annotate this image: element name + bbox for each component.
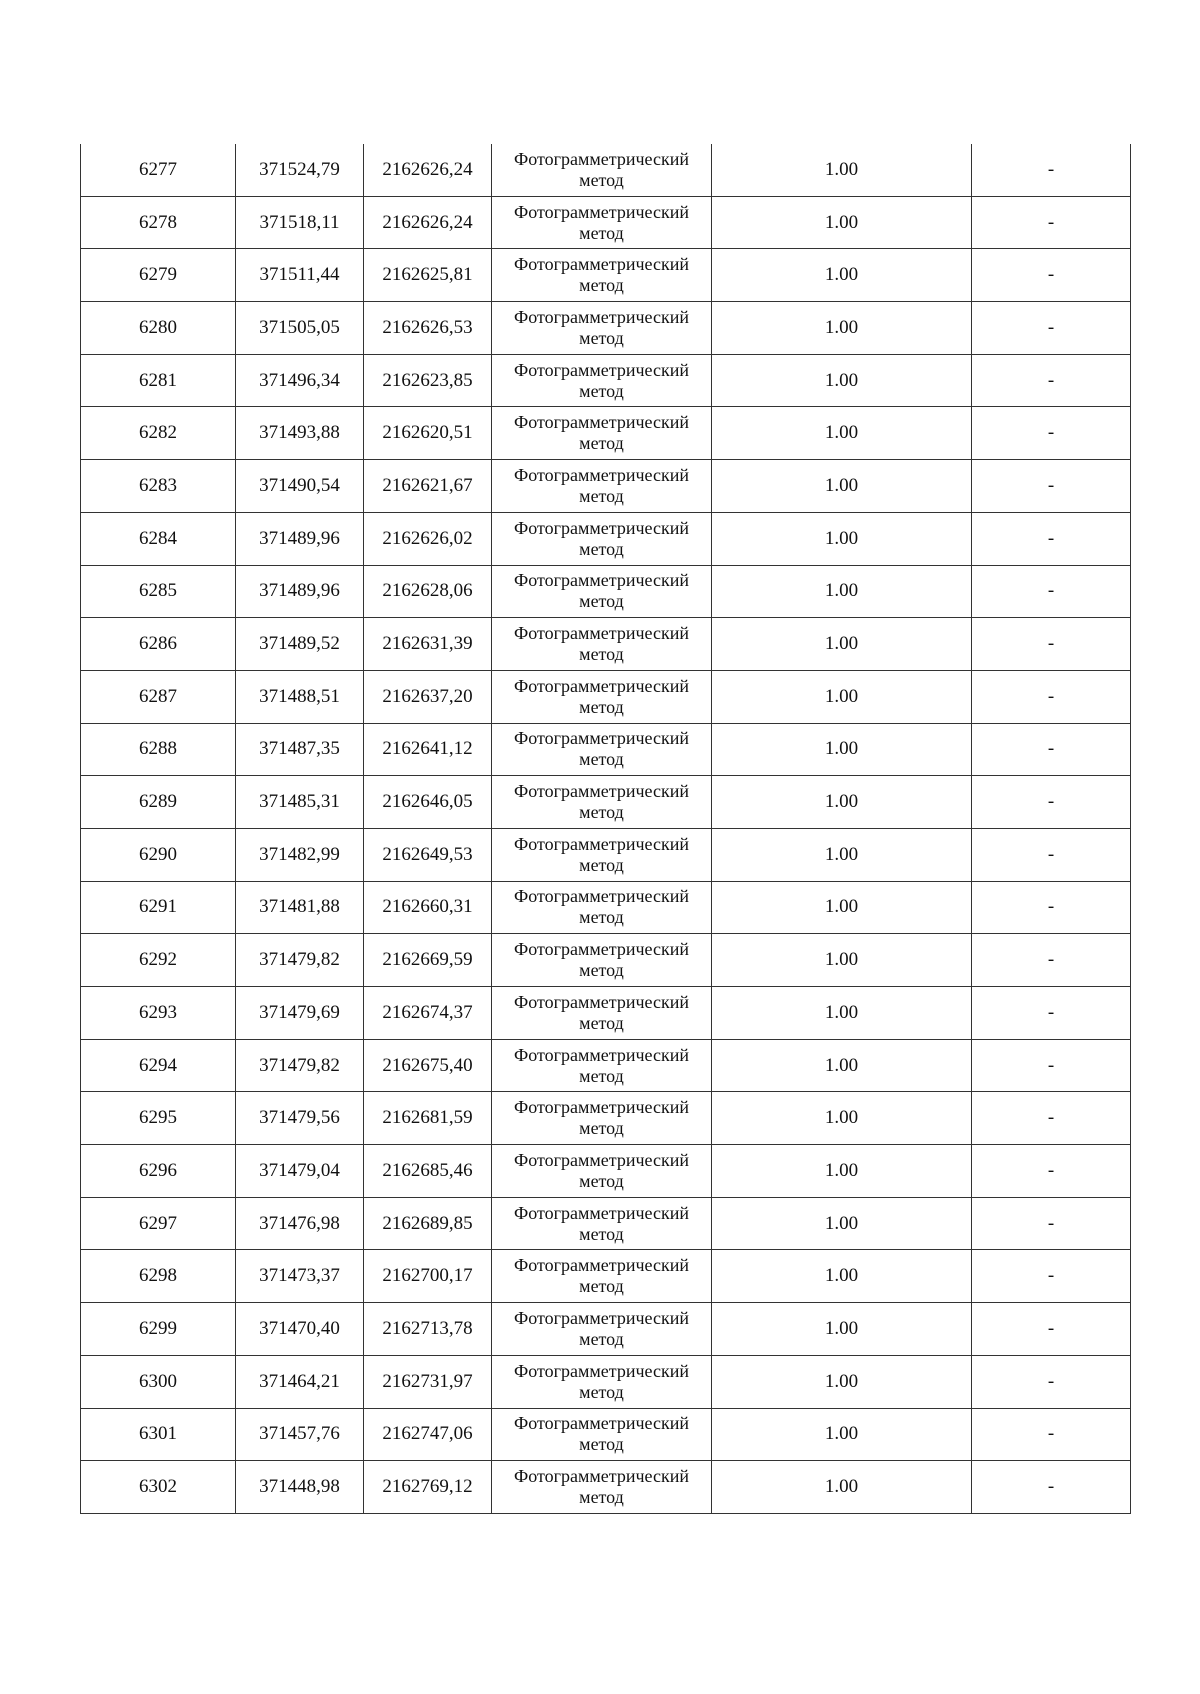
y-coordinate-cell: 2162646,05	[364, 776, 492, 829]
table-row	[81, 670, 1131, 723]
accuracy-cell: 1.00	[712, 776, 972, 829]
x-coordinate-cell: 371518,11	[236, 196, 364, 249]
table-row	[81, 407, 1131, 460]
table-row	[81, 723, 1131, 776]
y-coordinate-cell: 2162620,51	[364, 407, 492, 460]
method-cell	[492, 249, 712, 302]
note-cell: -	[972, 618, 1131, 671]
accuracy-cell: 1.00	[712, 934, 972, 987]
note-cell: -	[972, 723, 1131, 776]
method-line-1: Фотограмметрический	[514, 201, 689, 222]
method-line-1: Фотограмметрический	[514, 1360, 689, 1381]
x-coordinate-cell: 371479,82	[236, 1039, 364, 1092]
x-coordinate-cell: 371505,05	[236, 302, 364, 355]
table-row	[81, 144, 1131, 196]
point-number-cell: 6278	[81, 196, 236, 249]
note-cell: -	[972, 1303, 1131, 1356]
method-cell	[492, 144, 712, 196]
point-number-cell: 6286	[81, 618, 236, 671]
method-cell	[492, 934, 712, 987]
method-line-2: метод	[579, 749, 624, 770]
method-line-2: метод	[579, 222, 624, 243]
point-number-cell: 6279	[81, 249, 236, 302]
x-coordinate-cell: 371457,76	[236, 1408, 364, 1461]
note-cell: -	[972, 460, 1131, 513]
accuracy-cell: 1.00	[712, 512, 972, 565]
method-line-1: Фотограмметрический	[514, 1097, 689, 1118]
note-cell: -	[972, 354, 1131, 407]
method-line-2: метод	[579, 1276, 624, 1297]
accuracy-cell: 1.00	[712, 144, 972, 196]
note-cell: -	[972, 828, 1131, 881]
note-cell: -	[972, 144, 1131, 196]
method-line-1: Фотограмметрический	[514, 886, 689, 907]
note-cell: -	[972, 670, 1131, 723]
method-line-2: метод	[579, 169, 624, 190]
table-row	[81, 196, 1131, 249]
note-cell: -	[972, 881, 1131, 934]
method-line-2: метод	[579, 907, 624, 928]
accuracy-cell: 1.00	[712, 1145, 972, 1198]
note-cell: -	[972, 1250, 1131, 1303]
table-row	[81, 1408, 1131, 1461]
x-coordinate-cell: 371481,88	[236, 881, 364, 934]
method-line-1: Фотограмметрический	[514, 359, 689, 380]
method-line-1: Фотограмметрический	[514, 464, 689, 485]
note-cell: -	[972, 1197, 1131, 1250]
accuracy-cell: 1.00	[712, 1303, 972, 1356]
method-cell	[492, 1250, 712, 1303]
point-number-cell: 6283	[81, 460, 236, 513]
x-coordinate-cell: 371490,54	[236, 460, 364, 513]
table-row	[81, 987, 1131, 1040]
note-cell: -	[972, 565, 1131, 618]
y-coordinate-cell: 2162649,53	[364, 828, 492, 881]
method-cell	[492, 987, 712, 1040]
x-coordinate-cell: 371473,37	[236, 1250, 364, 1303]
table-row	[81, 1145, 1131, 1198]
point-number-cell: 6293	[81, 987, 236, 1040]
point-number-cell: 6301	[81, 1408, 236, 1461]
method-cell	[492, 1039, 712, 1092]
x-coordinate-cell: 371476,98	[236, 1197, 364, 1250]
point-number-cell: 6284	[81, 512, 236, 565]
method-line-2: метод	[579, 1381, 624, 1402]
method-line-1: Фотограмметрический	[514, 833, 689, 854]
y-coordinate-cell: 2162731,97	[364, 1355, 492, 1408]
table-body	[81, 144, 1131, 1513]
y-coordinate-cell: 2162641,12	[364, 723, 492, 776]
point-number-cell: 6298	[81, 1250, 236, 1303]
y-coordinate-cell: 2162628,06	[364, 565, 492, 618]
accuracy-cell: 1.00	[712, 1197, 972, 1250]
table-row	[81, 618, 1131, 671]
point-number-cell: 6296	[81, 1145, 236, 1198]
method-line-2: метод	[579, 591, 624, 612]
y-coordinate-cell: 2162685,46	[364, 1145, 492, 1198]
accuracy-cell: 1.00	[712, 1461, 972, 1514]
x-coordinate-cell: 371493,88	[236, 407, 364, 460]
point-number-cell: 6294	[81, 1039, 236, 1092]
method-line-1: Фотограмметрический	[514, 1149, 689, 1170]
y-coordinate-cell: 2162681,59	[364, 1092, 492, 1145]
y-coordinate-cell: 2162637,20	[364, 670, 492, 723]
note-cell: -	[972, 407, 1131, 460]
table-row	[81, 776, 1131, 829]
method-line-2: метод	[579, 275, 624, 296]
y-coordinate-cell: 2162631,39	[364, 618, 492, 671]
x-coordinate-cell: 371496,34	[236, 354, 364, 407]
coordinates-table	[80, 144, 1131, 1514]
method-line-2: метод	[579, 854, 624, 875]
accuracy-cell: 1.00	[712, 407, 972, 460]
y-coordinate-cell: 2162675,40	[364, 1039, 492, 1092]
y-coordinate-cell: 2162623,85	[364, 354, 492, 407]
method-line-1: Фотограмметрический	[514, 728, 689, 749]
x-coordinate-cell: 371470,40	[236, 1303, 364, 1356]
table-row	[81, 1461, 1131, 1514]
method-line-2: метод	[579, 1487, 624, 1508]
accuracy-cell: 1.00	[712, 1250, 972, 1303]
table-row	[81, 249, 1131, 302]
note-cell: -	[972, 196, 1131, 249]
method-line-1: Фотограмметрический	[514, 991, 689, 1012]
note-cell: -	[972, 1039, 1131, 1092]
note-cell: -	[972, 1408, 1131, 1461]
method-line-1: Фотограмметрический	[514, 1413, 689, 1434]
method-line-2: метод	[579, 1170, 624, 1191]
note-cell: -	[972, 934, 1131, 987]
method-cell	[492, 618, 712, 671]
note-cell: -	[972, 776, 1131, 829]
point-number-cell: 6281	[81, 354, 236, 407]
note-cell: -	[972, 1145, 1131, 1198]
y-coordinate-cell: 2162625,81	[364, 249, 492, 302]
method-cell	[492, 1408, 712, 1461]
method-line-2: метод	[579, 380, 624, 401]
method-cell	[492, 460, 712, 513]
method-cell	[492, 881, 712, 934]
table-row	[81, 828, 1131, 881]
method-line-1: Фотограмметрический	[514, 1255, 689, 1276]
method-line-2: метод	[579, 1118, 624, 1139]
point-number-cell: 6282	[81, 407, 236, 460]
method-line-1: Фотограмметрический	[514, 570, 689, 591]
accuracy-cell: 1.00	[712, 618, 972, 671]
x-coordinate-cell: 371479,69	[236, 987, 364, 1040]
x-coordinate-cell: 371511,44	[236, 249, 364, 302]
method-line-1: Фотограмметрический	[514, 675, 689, 696]
point-number-cell: 6280	[81, 302, 236, 355]
y-coordinate-cell: 2162621,67	[364, 460, 492, 513]
method-line-2: метод	[579, 1328, 624, 1349]
point-number-cell: 6277	[81, 144, 236, 196]
x-coordinate-cell: 371524,79	[236, 144, 364, 196]
method-cell	[492, 512, 712, 565]
table-row	[81, 1250, 1131, 1303]
table-row	[81, 881, 1131, 934]
y-coordinate-cell: 2162626,24	[364, 144, 492, 196]
x-coordinate-cell: 371487,35	[236, 723, 364, 776]
table-row	[81, 1039, 1131, 1092]
table-row	[81, 354, 1131, 407]
y-coordinate-cell: 2162626,53	[364, 302, 492, 355]
point-number-cell: 6289	[81, 776, 236, 829]
accuracy-cell: 1.00	[712, 460, 972, 513]
point-number-cell: 6291	[81, 881, 236, 934]
method-line-1: Фотограмметрический	[514, 254, 689, 275]
method-cell	[492, 1092, 712, 1145]
method-cell	[492, 828, 712, 881]
table-row	[81, 302, 1131, 355]
method-line-1: Фотограмметрический	[514, 1307, 689, 1328]
table-row	[81, 512, 1131, 565]
table-row	[81, 934, 1131, 987]
x-coordinate-cell: 371489,96	[236, 512, 364, 565]
method-line-2: метод	[579, 644, 624, 665]
method-cell	[492, 1461, 712, 1514]
method-line-2: метод	[579, 1012, 624, 1033]
method-cell	[492, 1145, 712, 1198]
y-coordinate-cell: 2162674,37	[364, 987, 492, 1040]
method-cell	[492, 565, 712, 618]
accuracy-cell: 1.00	[712, 723, 972, 776]
method-line-1: Фотограмметрический	[514, 148, 689, 169]
accuracy-cell: 1.00	[712, 196, 972, 249]
x-coordinate-cell: 371479,82	[236, 934, 364, 987]
accuracy-cell: 1.00	[712, 987, 972, 1040]
method-cell	[492, 1197, 712, 1250]
point-number-cell: 6295	[81, 1092, 236, 1145]
accuracy-cell: 1.00	[712, 354, 972, 407]
y-coordinate-cell: 2162660,31	[364, 881, 492, 934]
accuracy-cell: 1.00	[712, 565, 972, 618]
note-cell: -	[972, 249, 1131, 302]
method-line-1: Фотограмметрический	[514, 412, 689, 433]
accuracy-cell: 1.00	[712, 1092, 972, 1145]
x-coordinate-cell: 371489,52	[236, 618, 364, 671]
accuracy-cell: 1.00	[712, 1408, 972, 1461]
method-line-1: Фотограмметрический	[514, 517, 689, 538]
table-row	[81, 1197, 1131, 1250]
method-cell	[492, 354, 712, 407]
point-number-cell: 6285	[81, 565, 236, 618]
accuracy-cell: 1.00	[712, 249, 972, 302]
accuracy-cell: 1.00	[712, 670, 972, 723]
accuracy-cell: 1.00	[712, 1355, 972, 1408]
method-line-2: метод	[579, 1434, 624, 1455]
method-cell	[492, 1303, 712, 1356]
point-number-cell: 6292	[81, 934, 236, 987]
method-cell	[492, 776, 712, 829]
accuracy-cell: 1.00	[712, 1039, 972, 1092]
y-coordinate-cell: 2162747,06	[364, 1408, 492, 1461]
table-row	[81, 1092, 1131, 1145]
method-cell	[492, 407, 712, 460]
x-coordinate-cell: 371485,31	[236, 776, 364, 829]
y-coordinate-cell: 2162626,02	[364, 512, 492, 565]
note-cell: -	[972, 302, 1131, 355]
point-number-cell: 6297	[81, 1197, 236, 1250]
method-cell	[492, 1355, 712, 1408]
note-cell: -	[972, 987, 1131, 1040]
method-line-2: метод	[579, 802, 624, 823]
method-line-1: Фотограмметрический	[514, 781, 689, 802]
point-number-cell: 6288	[81, 723, 236, 776]
method-line-1: Фотограмметрический	[514, 1044, 689, 1065]
method-line-2: метод	[579, 327, 624, 348]
accuracy-cell: 1.00	[712, 881, 972, 934]
x-coordinate-cell: 371482,99	[236, 828, 364, 881]
note-cell: -	[972, 1092, 1131, 1145]
table-row	[81, 1303, 1131, 1356]
point-number-cell: 6302	[81, 1461, 236, 1514]
note-cell: -	[972, 1461, 1131, 1514]
x-coordinate-cell: 371488,51	[236, 670, 364, 723]
method-line-2: метод	[579, 696, 624, 717]
method-line-2: метод	[579, 485, 624, 506]
method-cell	[492, 196, 712, 249]
x-coordinate-cell: 371479,04	[236, 1145, 364, 1198]
method-line-1: Фотограмметрический	[514, 623, 689, 644]
method-line-1: Фотограмметрический	[514, 939, 689, 960]
method-line-1: Фотограмметрический	[514, 306, 689, 327]
y-coordinate-cell: 2162769,12	[364, 1461, 492, 1514]
method-line-2: метод	[579, 960, 624, 981]
method-line-1: Фотограмметрический	[514, 1466, 689, 1487]
accuracy-cell: 1.00	[712, 302, 972, 355]
method-line-2: метод	[579, 433, 624, 454]
point-number-cell: 6290	[81, 828, 236, 881]
note-cell: -	[972, 512, 1131, 565]
method-cell	[492, 302, 712, 355]
method-line-2: метод	[579, 1223, 624, 1244]
x-coordinate-cell: 371489,96	[236, 565, 364, 618]
table-row	[81, 460, 1131, 513]
accuracy-cell: 1.00	[712, 828, 972, 881]
x-coordinate-cell: 371448,98	[236, 1461, 364, 1514]
point-number-cell: 6299	[81, 1303, 236, 1356]
method-cell	[492, 723, 712, 776]
table-row	[81, 1355, 1131, 1408]
method-line-2: метод	[579, 1065, 624, 1086]
method-line-1: Фотограмметрический	[514, 1202, 689, 1223]
y-coordinate-cell: 2162669,59	[364, 934, 492, 987]
note-cell: -	[972, 1355, 1131, 1408]
x-coordinate-cell: 371479,56	[236, 1092, 364, 1145]
table-row	[81, 565, 1131, 618]
y-coordinate-cell: 2162689,85	[364, 1197, 492, 1250]
y-coordinate-cell: 2162700,17	[364, 1250, 492, 1303]
method-line-2: метод	[579, 538, 624, 559]
x-coordinate-cell: 371464,21	[236, 1355, 364, 1408]
y-coordinate-cell: 2162626,24	[364, 196, 492, 249]
y-coordinate-cell: 2162713,78	[364, 1303, 492, 1356]
point-number-cell: 6287	[81, 670, 236, 723]
point-number-cell: 6300	[81, 1355, 236, 1408]
method-cell	[492, 670, 712, 723]
